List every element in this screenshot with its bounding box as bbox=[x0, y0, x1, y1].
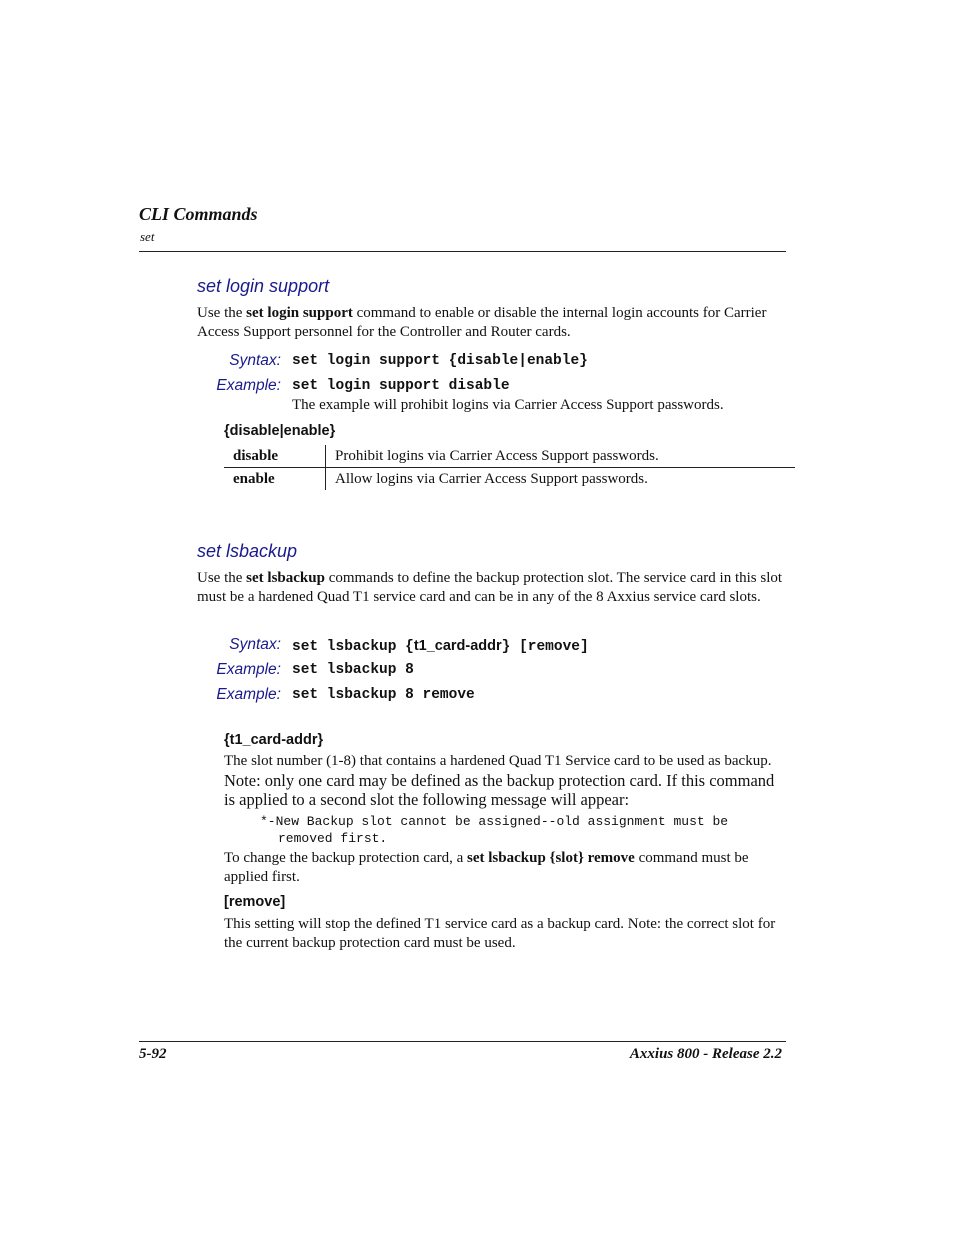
table-row bbox=[224, 468, 795, 491]
syntax-line bbox=[292, 637, 589, 655]
page-number: 5-92 bbox=[139, 1046, 167, 1062]
param-heading-remove: [remove] bbox=[224, 894, 286, 910]
syntax-code: set login support {disable|enable} bbox=[292, 353, 588, 369]
error-message-line2: removed first. bbox=[278, 831, 388, 846]
table-row bbox=[224, 445, 795, 468]
param-heading-t1-card-addr: {t1_card-addr} bbox=[224, 732, 324, 748]
example-label: Example: bbox=[216, 686, 281, 703]
example-code: set lsbackup 8 remove bbox=[292, 687, 475, 703]
syntax-code-end: } [remove] bbox=[501, 639, 589, 655]
intro-command: set lsbackup bbox=[246, 570, 325, 586]
option-name: disable bbox=[224, 445, 326, 468]
example-code: set lsbackup 8 bbox=[292, 662, 414, 678]
change-text-pre: To change the backup protection card, a bbox=[224, 850, 468, 866]
running-header-subtitle: set bbox=[140, 229, 155, 244]
section2-intro bbox=[197, 569, 787, 606]
change-command: set lsbackup {slot} remove bbox=[467, 850, 635, 866]
footer-rule bbox=[139, 1041, 786, 1042]
footer-product: Axxius 800 - Release 2.2 bbox=[629, 1046, 782, 1062]
syntax-label: Syntax: bbox=[229, 636, 281, 653]
running-header-title: CLI Commands bbox=[139, 204, 258, 224]
intro-command: set login support bbox=[246, 305, 353, 321]
option-name: enable bbox=[233, 470, 275, 487]
param-heading-disable-enable: {disable|enable} bbox=[224, 423, 336, 439]
options-table-wrap bbox=[224, 445, 795, 490]
example-label: Example: bbox=[216, 661, 281, 678]
syntax-label: Syntax: bbox=[229, 352, 281, 369]
intro-text-post: command to enable or disable the internal login accounts for Carrier Access Support personnel for the Controller and Router cards. bbox=[197, 305, 767, 340]
error-message-line1: *-New Backup slot cannot be assigned--old assignment must be bbox=[260, 814, 729, 829]
param1-description: The slot number (1-8) that contains a hardened Quad T1 Service card to be used as backup. bbox=[224, 753, 772, 769]
intro-text-post: commands to define the backup protection slot. The service card in this slot must be a hardened Quad T1 service card and can be in any of the 8 Axxius service card slots. bbox=[197, 570, 783, 605]
param1-note: Note: only one card may be defined as the backup protection card. If this command is applied to a second slot the following message will appear: bbox=[224, 771, 775, 809]
example-label: Example: bbox=[216, 377, 281, 394]
param2-description: This setting will stop the defined T1 service card as a backup card. Note: the correct slot for the current backup protection card must be used. bbox=[224, 916, 776, 951]
example-code: set login support disable bbox=[292, 378, 510, 394]
options-table bbox=[224, 445, 795, 490]
section-title-set-login-support: set login support bbox=[197, 276, 330, 296]
intro-text-pre: Use the bbox=[197, 570, 247, 586]
syntax-param: t1_card-addr bbox=[413, 638, 502, 654]
header-rule bbox=[139, 251, 786, 252]
syntax-code-start: set lsbackup { bbox=[292, 639, 414, 655]
option-description: Allow logins via Carrier Access Support passwords. bbox=[326, 468, 796, 491]
intro-text-pre: Use the bbox=[197, 305, 247, 321]
change-text-post: command must be applied first. bbox=[224, 850, 749, 885]
change-instruction bbox=[224, 849, 786, 887]
option-description: Prohibit logins via Carrier Access Support passwords. bbox=[326, 445, 796, 468]
section-title-set-lsbackup: set lsbackup bbox=[197, 541, 298, 561]
section1-intro bbox=[197, 304, 787, 341]
example-note: The example will prohibit logins via Carrier Access Support passwords. bbox=[292, 397, 724, 413]
